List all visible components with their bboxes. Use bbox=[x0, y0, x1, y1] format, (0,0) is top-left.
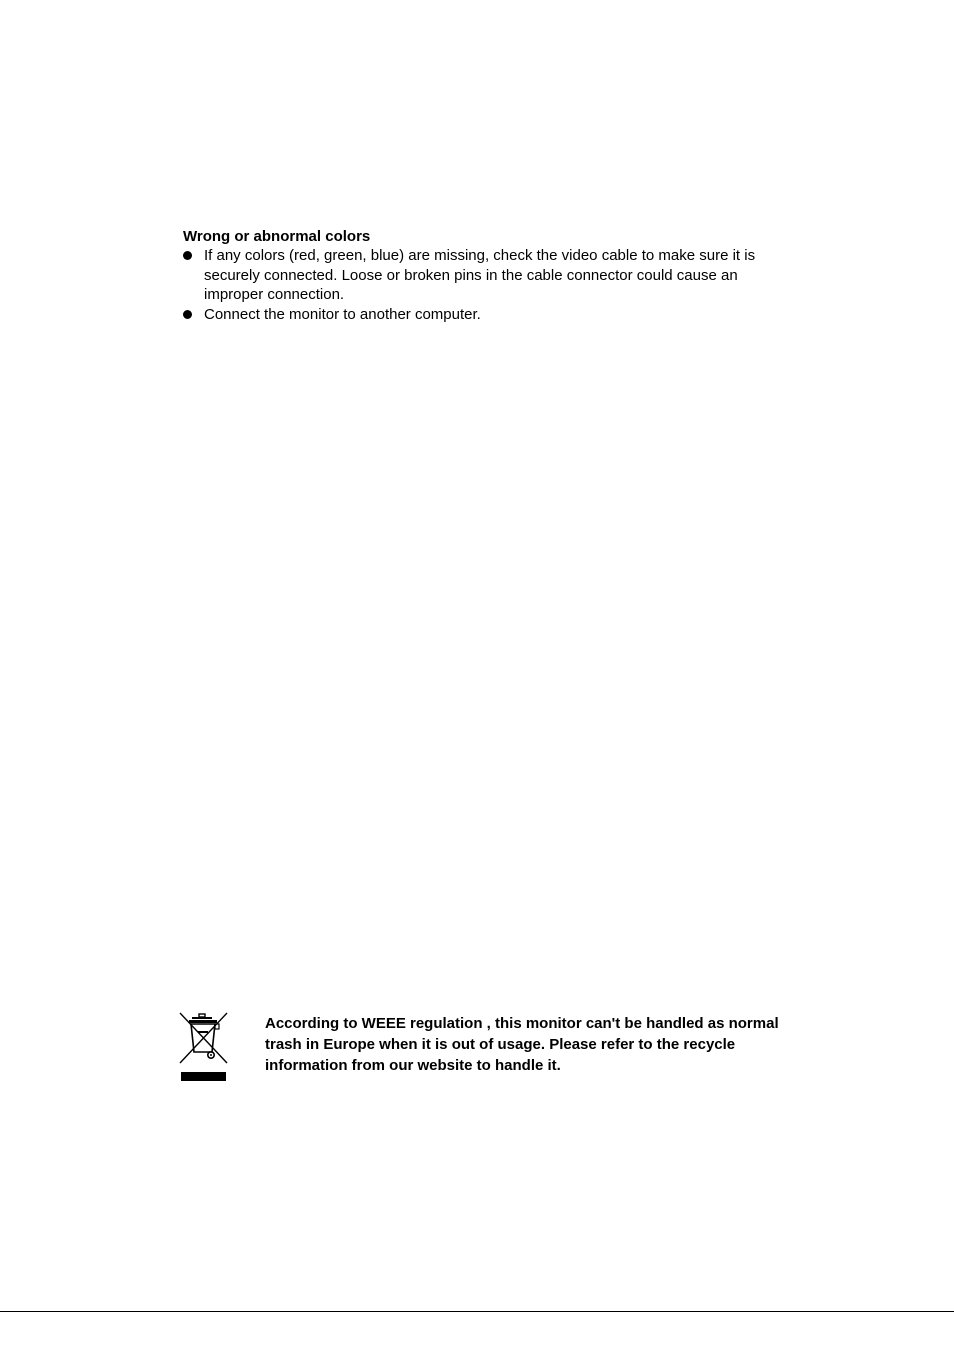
bullet-icon bbox=[183, 310, 192, 319]
troubleshooting-list bbox=[183, 246, 783, 324]
list-item bbox=[183, 246, 783, 305]
footer-divider bbox=[0, 1311, 954, 1312]
list-item-text: If any colors (red, green, blue) are missing, check the video cable to make sure it is securely connected. Loose or broken pins in the cable connector could cause an improper connection. bbox=[204, 247, 756, 303]
weee-notice bbox=[178, 1011, 778, 1086]
weee-notice-text: According to WEEE regulation , this monitor can't be handled as normal trash in Europe when it is out of usage. Please refer to the recycle information from our website to handle it. bbox=[265, 1015, 779, 1074]
bullet-icon bbox=[183, 251, 192, 260]
list-item-text: Connect the monitor to another computer. bbox=[204, 305, 481, 323]
list-item bbox=[183, 305, 783, 325]
crossed-out-wheelie-bin-icon bbox=[178, 1011, 230, 1083]
section-heading: Wrong or abnormal colors bbox=[183, 228, 371, 245]
troubleshooting-section bbox=[183, 227, 783, 324]
